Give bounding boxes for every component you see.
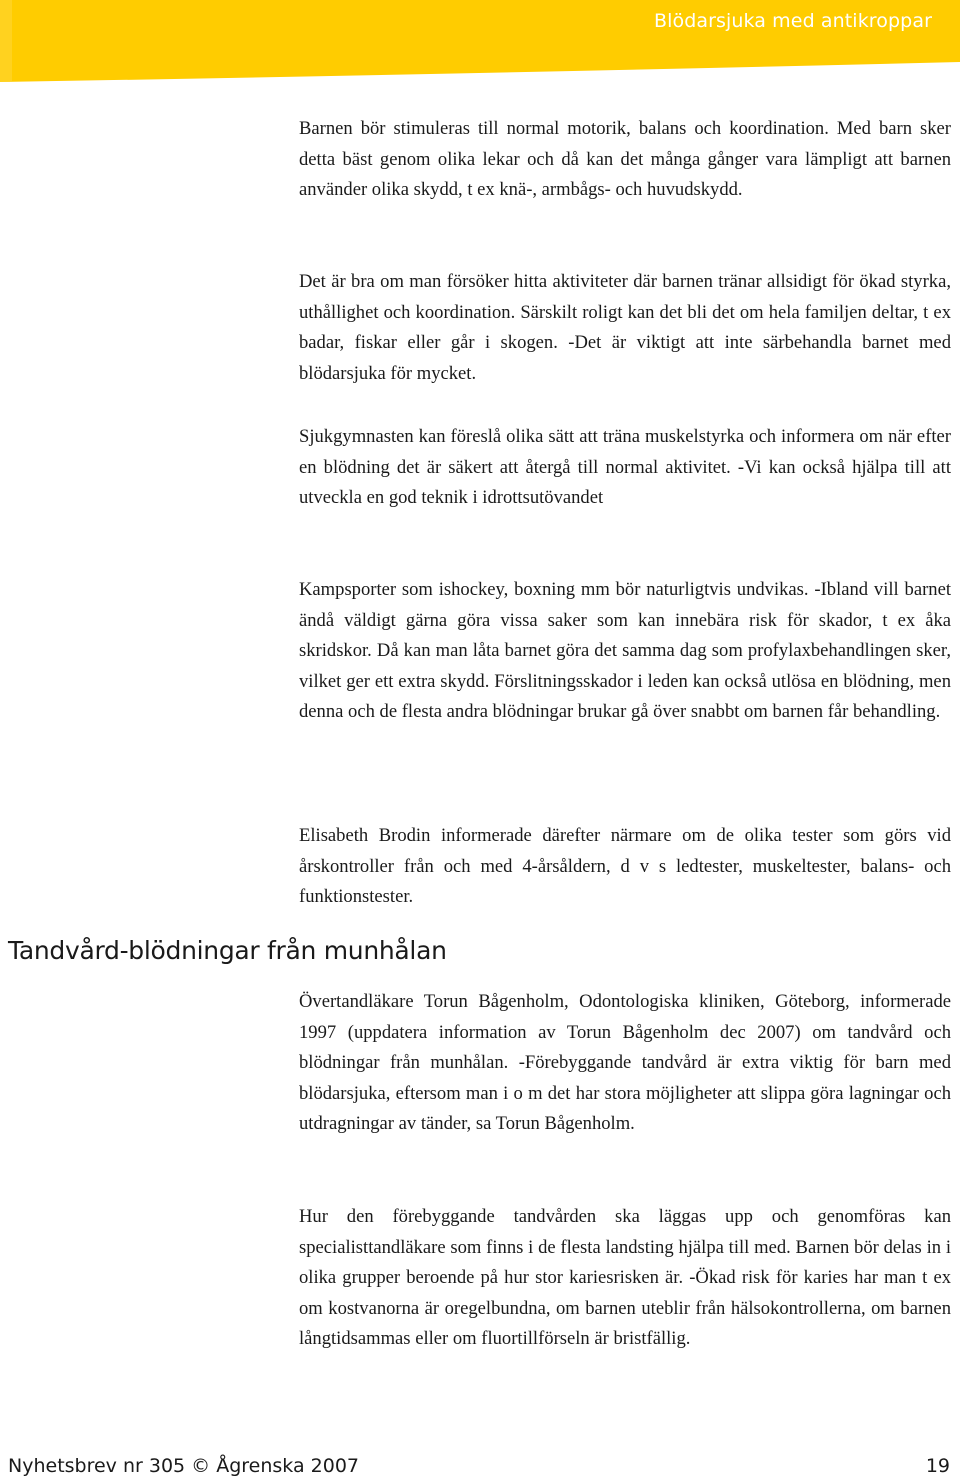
- paragraph-forebyggande: Hur den förebyggande tandvården ska läggas upp och genomföras kan specialisttandläkare som finns i de flesta landsting hjälpa till med. Barnen bör delas in i olika grupper beroende på hur stor kariesrisken är. -Ökad risk för karies har man t ex om kostvanorna är oregelbundna, om barnen uteblir från hälsokontrollerna, om barnen långtidsammas eller om fluortillförseln är bristfällig.: [299, 1206, 951, 1349]
- paragraph-aktiviteter: Det är bra om man försöker hitta aktiviteter där barnen tränar allsidigt för ökad styrka, uthållighet och koordination. Särskilt roligt kan det bli det om hela familjen deltar, t ex badar, fiskar eller går i skogen. -Det är viktigt att inte särbehandla barnet med blödarsjuka för mycket.: [299, 271, 951, 384]
- section-heading: Tandvård-blödningar från munhålan: [8, 936, 447, 965]
- header-title: Blödarsjuka med antikroppar: [653, 10, 932, 32]
- header-band: [0, 0, 960, 82]
- footer-publication: Nyhetsbrev nr 305 © Ågrenska 2007: [8, 1455, 359, 1477]
- paragraph-tandvard: Övertandläkare Torun Bågenholm, Odontologiska kliniken, Göteborg, informerade 1997 (uppdatera information av Torun Bågenholm dec 2007) om tandvård och blödningar från munhålan. -Förebyggande tandvård är extra viktig för barn med blödarsjuka, eftersom man i o m det har stora möjligheter att slippa göra lagningar och utdragningar av tänder, sa Torun Bågenholm.: [299, 991, 951, 1134]
- page-number: 19: [925, 1455, 950, 1477]
- paragraph-sjukgymnasten: Sjukgymnasten kan föreslå olika sätt att träna muskelstyrka och informera om när efter en blödning det är säkert att återgå till normal aktivitet. -Vi kan också hjälpa till att utveckla en god teknik i idrottsutövandet: [299, 426, 951, 508]
- paragraph-motorik: Barnen bör stimuleras till normal motorik, balans och koordination. Med barn sker detta bäst genom olika lekar och då kan det många gånger vara lämpligt att barnen använder olika skydd, t ex knä-, armbågs- och huvudskydd.: [299, 118, 951, 200]
- paragraph-tester: Elisabeth Brodin informerade därefter närmare om de olika tester som görs vid årskontroller från och med 4-årsåldern, d v s ledtester, muskeltester, balans- och funktionstester.: [299, 825, 951, 907]
- paragraph-kampsporter: Kampsporter som ishockey, boxning mm bör naturligtvis undvikas. -Ibland vill barnet ändå väldigt gärna göra vissa saker som kan innebära risk för skador, t ex åka skridskor. Då kan man låta barnet göra det samma dag som profylaxbehandlingen sker, vilket ger ett extra skydd. Förslitningsskador i leden kan också utlösa en blödning, men denna och de flesta andra blödningar brukar gå över snabbt om barnen får behandling.: [299, 579, 951, 722]
